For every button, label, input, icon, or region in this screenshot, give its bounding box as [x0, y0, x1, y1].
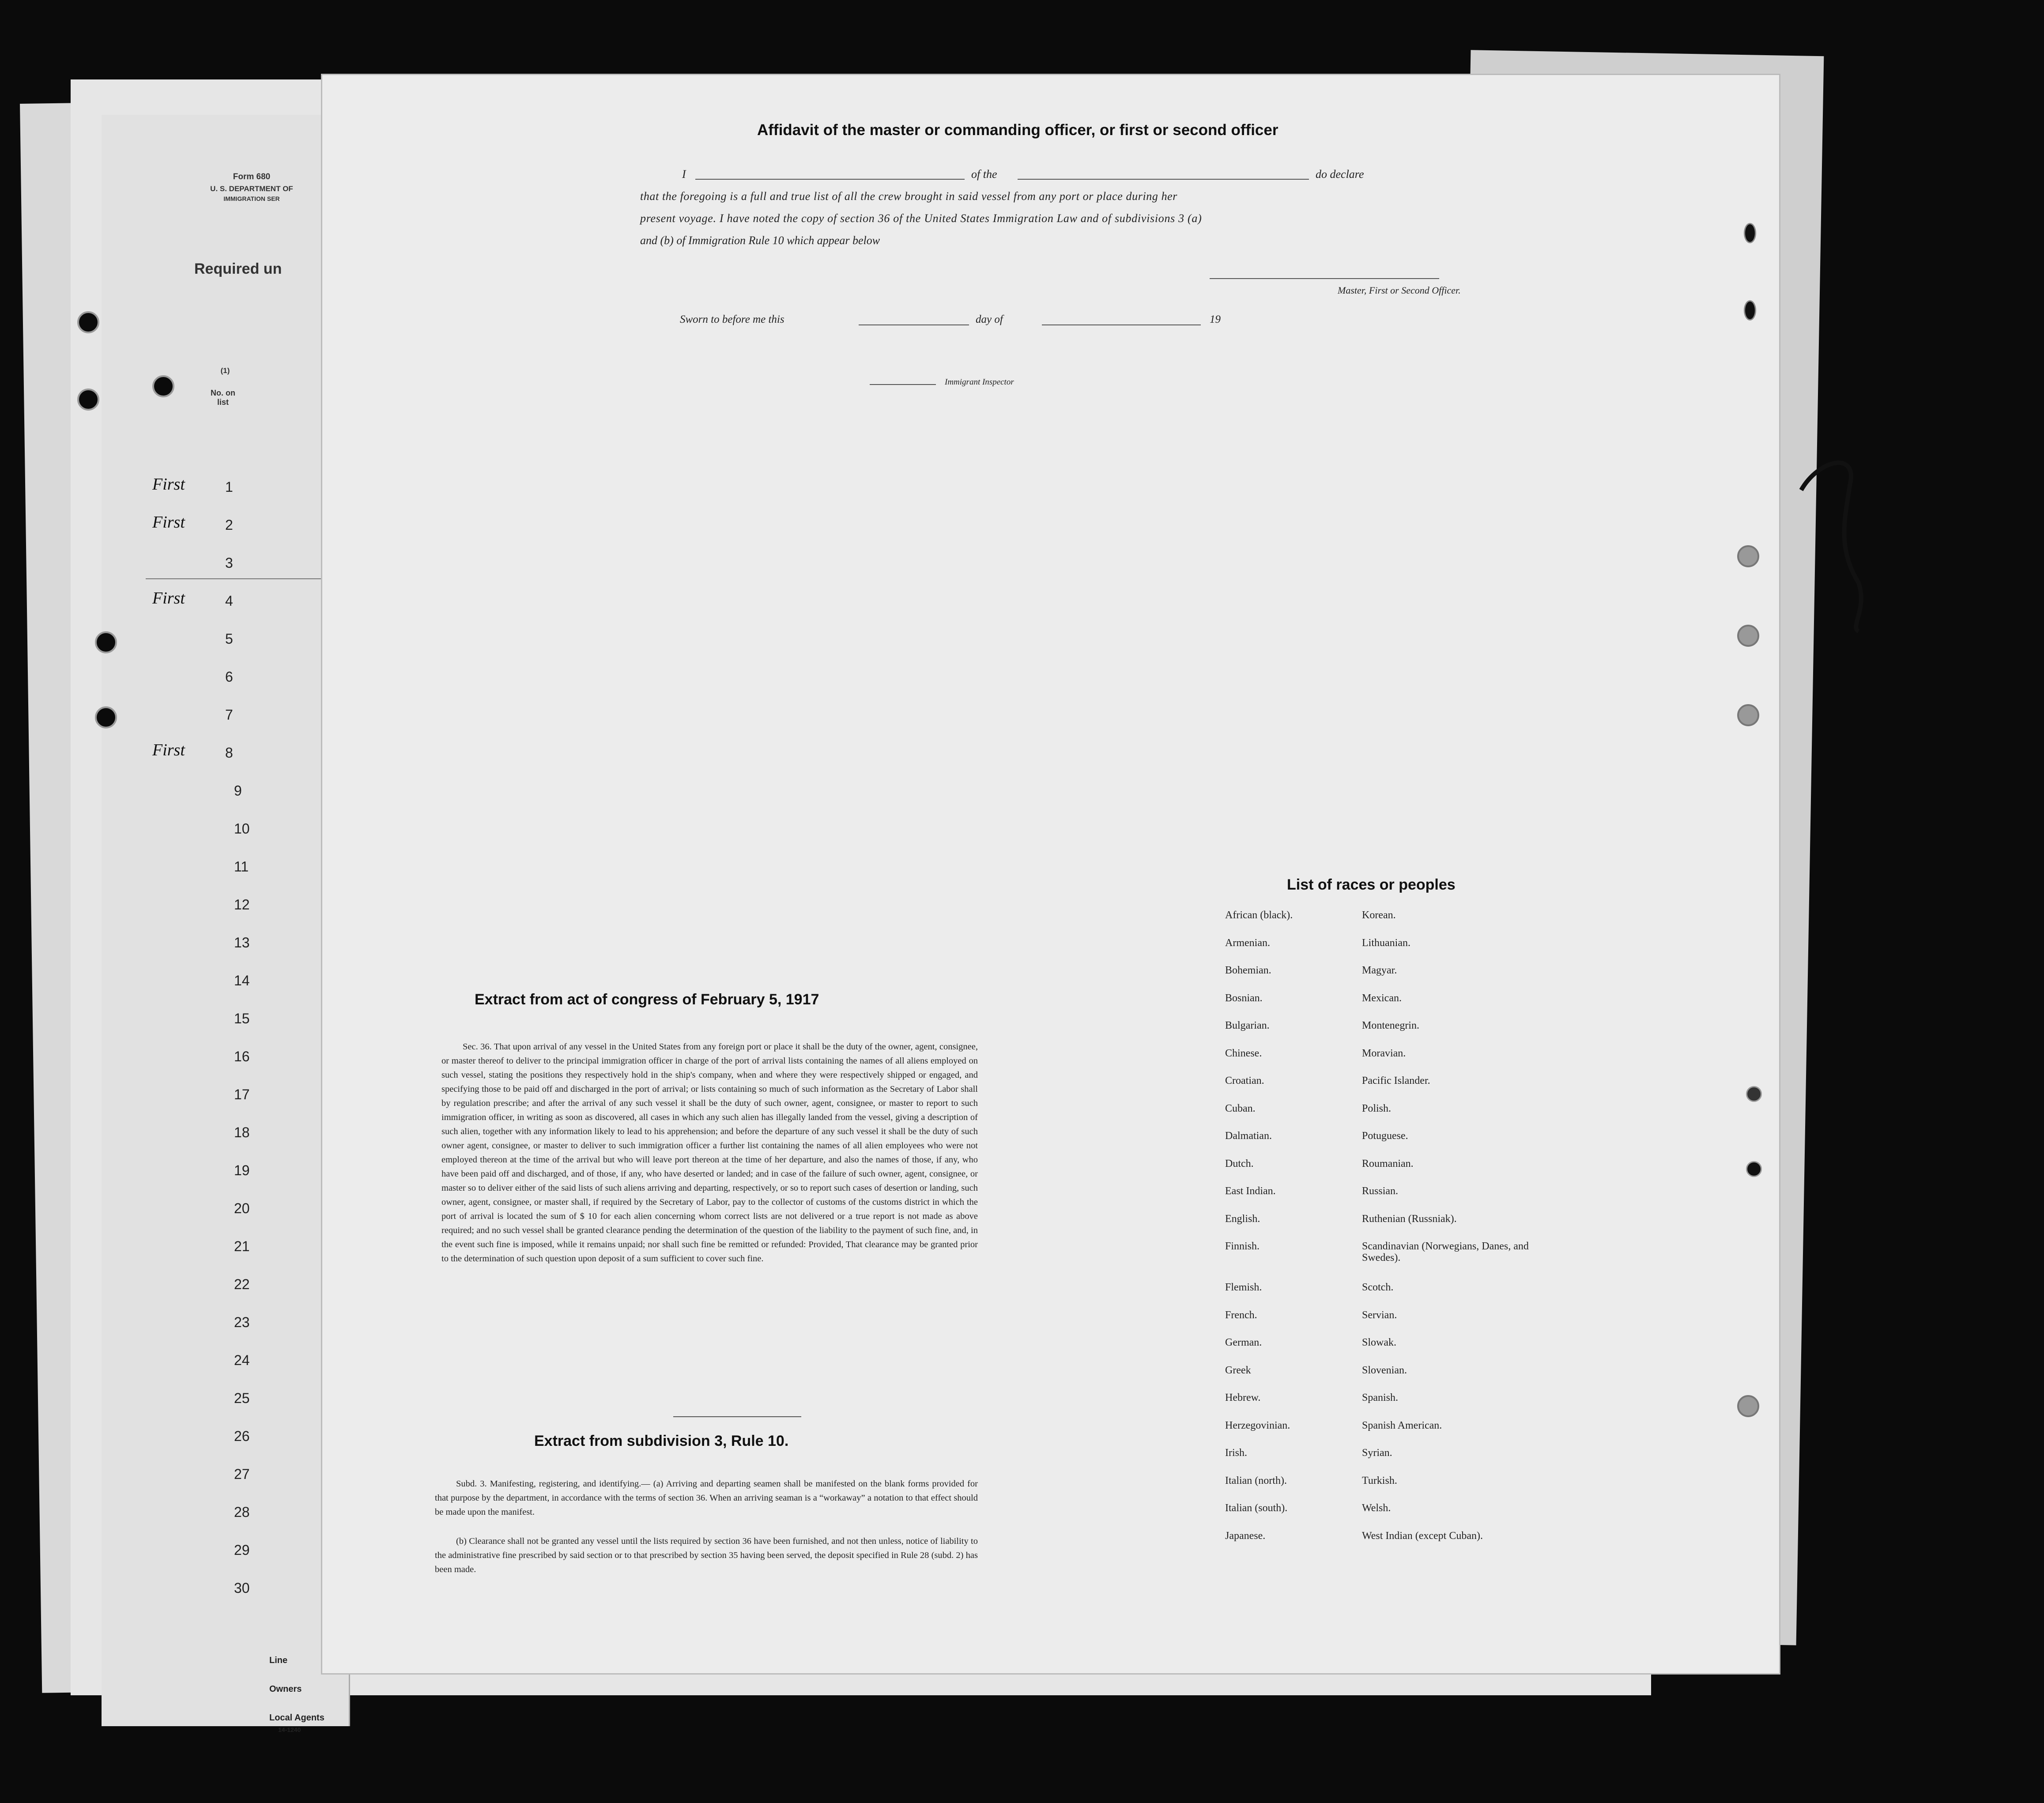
row-number: 27 [234, 1466, 250, 1482]
race-entry: Croatian. [1225, 1075, 1264, 1086]
race-entry: Moravian. [1362, 1047, 1406, 1059]
row-number: 26 [234, 1428, 250, 1444]
race-entry: Bohemian. [1225, 965, 1271, 976]
form-number: Form 680 [233, 172, 271, 181]
affidavit-I: I [682, 168, 686, 181]
sworn-day-of: day of [976, 313, 1003, 325]
punch-hole [77, 311, 99, 333]
punch-hole [1737, 1395, 1759, 1417]
sworn-before: Sworn to before me this [680, 313, 784, 325]
race-entry: German. [1225, 1337, 1262, 1348]
race-entry: Mexican. [1362, 992, 1402, 1004]
footer-line-label: Line [269, 1656, 288, 1665]
row-number: 9 [234, 783, 242, 799]
race-entry: Magyar. [1362, 965, 1397, 976]
race-entry: East Indian. [1225, 1185, 1276, 1197]
race-entry: Dutch. [1225, 1158, 1254, 1169]
row-number: 25 [234, 1390, 250, 1406]
race-entry: Italian (north). [1225, 1475, 1287, 1486]
race-entry: Greek [1225, 1364, 1251, 1376]
affidavit-line-4: and (b) of Immigration Rule 10 which appear below [640, 234, 880, 247]
race-entry: Roumanian. [1362, 1158, 1414, 1169]
row-number: 19 [234, 1162, 250, 1178]
vessel-blank [1018, 179, 1309, 180]
race-entry: Hebrew. [1225, 1392, 1261, 1403]
race-entry: Pacific Islander. [1362, 1075, 1430, 1086]
row-number: 20 [234, 1200, 250, 1216]
race-entry: Slowak. [1362, 1337, 1396, 1348]
sworn-day-blank [859, 324, 969, 325]
crew-list-form [102, 115, 350, 1733]
affidavit-of-the: of the [971, 168, 997, 181]
race-entry: Cuban. [1225, 1102, 1256, 1114]
row-number: 6 [225, 669, 233, 685]
extract-rule-para-a: Subd. 3. Manifesting, registering, and identifying.— (a) Arriving and departing seamen shall be manifested on the blank forms provided for that purpose by the department, in accordance with the terms of section 36. When an arriving seaman is a “workaway” a notation to that effect should be made upon the manifest. [435, 1479, 978, 1517]
punch-hole [95, 631, 117, 653]
row-number: 13 [234, 935, 250, 951]
handwritten-mark [1784, 450, 1872, 636]
punch-hole [1737, 545, 1759, 567]
affidavit-sheet [322, 75, 1779, 1673]
sworn-year: 19 [1210, 313, 1221, 325]
row-number: 28 [234, 1504, 250, 1520]
row-number: 23 [234, 1314, 250, 1330]
race-entry: English. [1225, 1213, 1260, 1225]
class-mark: First [152, 741, 185, 759]
race-entry: Armenian. [1225, 937, 1270, 949]
signature-line [1210, 278, 1439, 279]
affidavit-line-3: present voyage. I have noted the copy of section 36 of the United States Immigration Law and of subdivisions 3 (a) [640, 212, 1202, 225]
row-number: 1 [225, 479, 233, 495]
punch-hole [152, 375, 174, 397]
race-entry: Ruthenian (Russniak). [1362, 1213, 1457, 1225]
row-number: 5 [225, 631, 233, 647]
race-entry: French. [1225, 1309, 1257, 1321]
race-entry: Bosnian. [1225, 992, 1263, 1004]
row-number: 14 [234, 973, 250, 988]
race-entry: Dalmatian. [1225, 1130, 1272, 1142]
sworn-month-blank [1042, 324, 1201, 325]
column-index: (1) [220, 366, 230, 375]
punch-hole [1737, 704, 1759, 726]
punch-hole [77, 389, 99, 411]
required-label: Required un [194, 260, 282, 277]
footer-code: 14-1240 [278, 1726, 301, 1733]
extract-act-title: Extract from act of congress of February 5, 1917 [475, 991, 819, 1008]
affidavit-do-declare: do declare [1316, 168, 1364, 181]
class-mark: First [152, 589, 185, 607]
race-entry: Servian. [1362, 1309, 1397, 1321]
row-number: 24 [234, 1352, 250, 1368]
row-number: 2 [225, 517, 233, 533]
column-header-no-on-list: No. on list [211, 389, 235, 407]
binder-ring [1746, 1161, 1762, 1177]
race-entry: Turkish. [1362, 1475, 1397, 1486]
row-number: 29 [234, 1542, 250, 1558]
race-entry: African (black). [1225, 909, 1293, 921]
race-entry: Lithuanian. [1362, 937, 1410, 949]
race-entry: West Indian (except Cuban). [1362, 1530, 1483, 1542]
race-entry: Chinese. [1225, 1047, 1262, 1059]
row-number: 21 [234, 1238, 250, 1254]
extract-rule-title: Extract from subdivision 3, Rule 10. [534, 1433, 789, 1449]
binder-ring [1746, 1086, 1762, 1102]
name-blank [695, 179, 965, 180]
race-entry: Welsh. [1362, 1502, 1391, 1514]
race-entry: Montenegrin. [1362, 1020, 1419, 1031]
affidavit-title: Affidavit of the master or commanding officer, or first or second officer [757, 121, 1278, 139]
race-entry: Syrian. [1362, 1447, 1392, 1459]
signature-caption: Master, First or Second Officer. [1338, 285, 1461, 296]
extract-act-text: Sec. 36. That upon arrival of any vessel in the United States from any foreign port or place it shall be the duty of the owner, agent, consignee, or master thereof to deliver to the principal immigration officer in charge of the port of arrival lists containing the names of all aliens employed on such vessel, stating the positions they respectively hold in the ship's company, when and where they were respectively shipped or engaged, and specifying those to be paid off and discharged in the port of arrival; or lists containing so much of such information as the Secretary of Labor shall by regulation prescribe; and after the arrival of any such vessel it shall be the duty of such owner, agent, consignee, or master to report to such immigration officer, in writing as soon as discovered, all cases in which any such alien has illegally landed from the vessel, giving a description of such alien, together with any information likely to lead to his apprehension; and before the departure of any such vessel it shall be the duty of such owner agent, consignee, or master to deliver to such immigration officer a further list containing the names of all alien employees who were not employed thereon at the time of the arrival but who will leave port thereon at the time of her departure, and also the names of those, if any, who have been paid off and discharged, and of those, if any, who have deserted or landed; and in case of the failure of such owner, agent, consignee, or master so to deliver either of the said lists of such aliens arriving and departing, respectively, or so to report such cases of desertion or landing, such owner, agent, consignee, or master shall, if required by the Secretary of Labor, pay to the collector of customs of the customs district in which the port of arrival is located the sum of $ 10 for each alien concerning whom correct lists are not delivered or a true report is not made as above required; and no such vessel shall be granted clearance pending the determination of the question of the liability to the payment of such fine, and, in the event such fine is imposed, while it remains unpaid; nor shall such fine be remitted or refunded: Provided, That clearance may be granted prior to the determination of such question upon deposit of a sum sufficient to cover such fine. [441, 1042, 978, 1264]
row-number: 10 [234, 821, 250, 837]
binder-ring [1744, 223, 1756, 243]
row-number: 7 [225, 707, 233, 723]
race-entry: Finnish. [1225, 1241, 1260, 1252]
binder-ring [1744, 300, 1756, 321]
race-entry: Spanish. [1362, 1392, 1399, 1403]
row-number: 11 [234, 859, 249, 875]
race-entry: Herzegovinian. [1225, 1419, 1290, 1431]
row-number: 3 [225, 555, 233, 571]
class-mark: First [152, 475, 185, 494]
race-entry: Korean. [1362, 909, 1396, 921]
race-entry: Potuguese. [1362, 1130, 1408, 1142]
class-mark: First [152, 513, 185, 532]
punch-hole [95, 706, 117, 728]
row-number: 17 [234, 1086, 250, 1102]
race-entry: Irish. [1225, 1447, 1247, 1459]
row-number: 4 [225, 593, 233, 609]
row-number: 8 [225, 745, 233, 761]
row-number: 22 [234, 1276, 250, 1292]
race-entry: Scotch. [1362, 1282, 1394, 1293]
race-entry: Spanish American. [1362, 1419, 1442, 1431]
inspector-caption: Immigrant Inspector [945, 377, 1014, 387]
race-entry: Japanese. [1225, 1530, 1266, 1542]
service-line: IMMIGRATION SER [223, 195, 280, 202]
footer-local-agents-label: Local Agents [269, 1713, 324, 1723]
row-number: 18 [234, 1124, 250, 1140]
race-entry: Slovenian. [1362, 1364, 1407, 1376]
race-entry: Russian. [1362, 1185, 1399, 1197]
race-entry: Scandinavian (Norwegians, Danes, and Swedes). [1362, 1241, 1529, 1264]
extract-rule-para-b: (b) Clearance shall not be granted any vessel until the lists required by section 36 have been furnished, and not then unless, notice of liability to the administrative fine prescribed by said section or to that prescribed by section 35 having been served, the deposit specified in Rule 28 (subd. 2) has been made. [435, 1536, 978, 1574]
row-number: 12 [234, 897, 250, 913]
inspector-line [870, 384, 936, 385]
race-entry: Flemish. [1225, 1282, 1262, 1293]
punch-hole [1737, 625, 1759, 647]
affidavit-line-2: that the foregoing is a full and true list of all the crew brought in said vessel from any port or place during her [640, 190, 1178, 203]
row-number: 16 [234, 1049, 250, 1064]
footer-owners-label: Owners [269, 1684, 302, 1694]
department-line: U. S. DEPARTMENT OF [210, 185, 293, 193]
separator [673, 1416, 801, 1417]
race-entry: Italian (south). [1225, 1502, 1288, 1514]
race-entry: Polish. [1362, 1102, 1392, 1114]
races-title: List of races or peoples [1287, 876, 1456, 893]
race-entry: Bulgarian. [1225, 1020, 1270, 1031]
row-number: 30 [234, 1580, 250, 1596]
row-number: 15 [234, 1011, 250, 1026]
